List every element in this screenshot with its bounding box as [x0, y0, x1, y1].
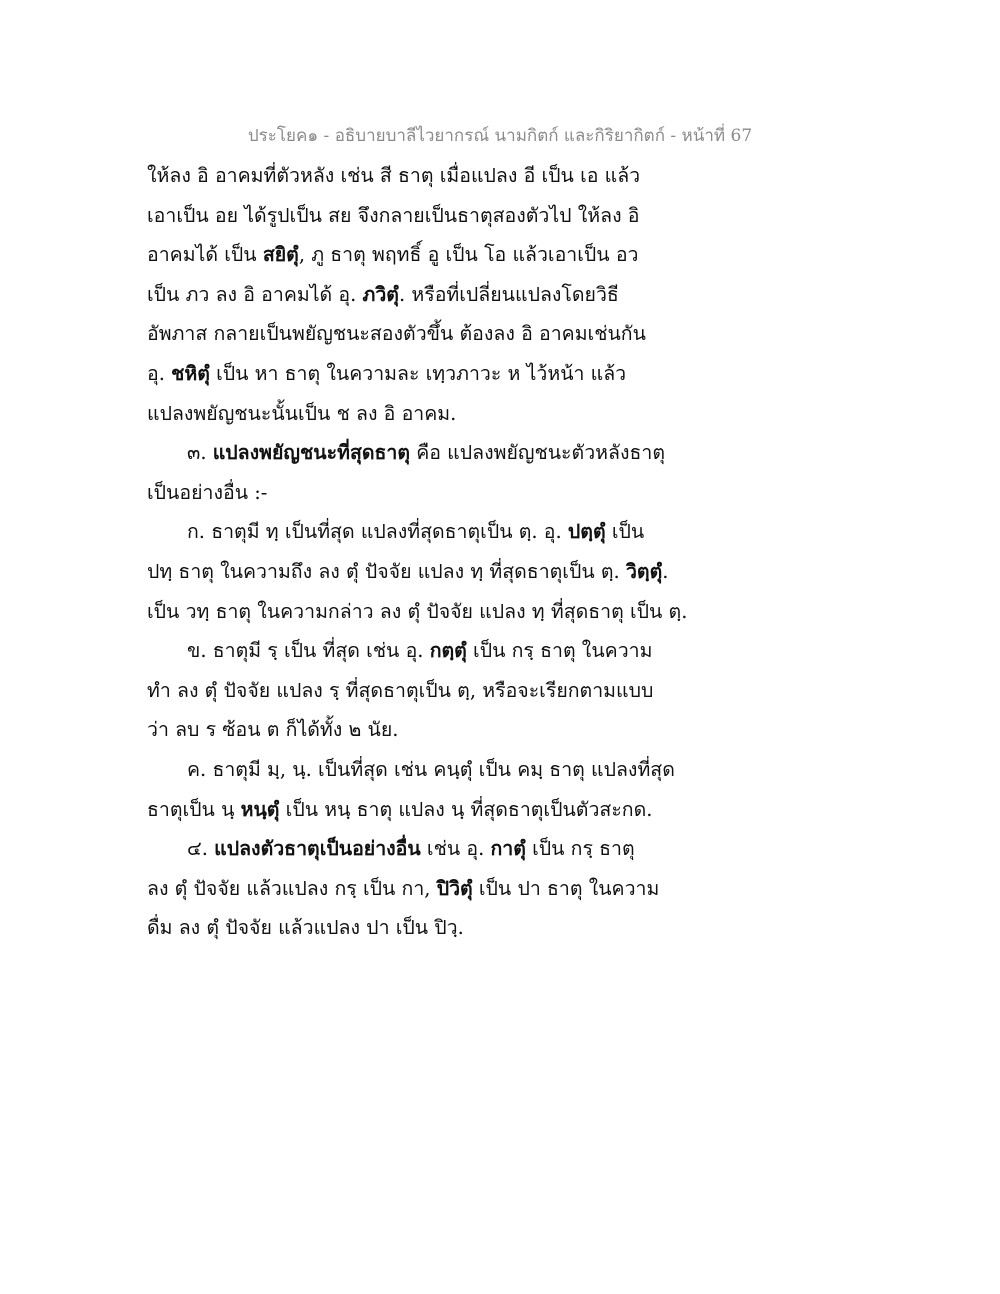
- text-segment: เป็น ภว ลง อิ อาคมได้ อุ.: [147, 282, 363, 306]
- bold-term: หนฺตุํ: [240, 797, 280, 821]
- text-line: [147, 235, 687, 275]
- text-segment: ก. ธาตุมี ทฺ เป็นที่สุด แปลงที่สุดธาตุเป็น ตฺ. อุ.: [187, 520, 568, 544]
- text-segment: เป็น หนฺ ธาตุ แปลง นฺ ที่สุดธาตุเป็นตัวสะกด.: [279, 797, 653, 821]
- text-segment: อุ.: [147, 361, 172, 385]
- bold-term: แปลงพยัญชนะที่สุดธาตุ: [212, 441, 411, 465]
- bold-term: กตฺตุํ: [429, 639, 467, 663]
- text-segment: ๓.: [187, 441, 213, 465]
- text-line: [147, 631, 687, 671]
- text-line: [147, 592, 687, 632]
- text-line: [147, 671, 687, 711]
- text-line: [147, 354, 687, 394]
- bold-term: แปลงตัวธาตุเป็นอย่างอื่น: [214, 837, 421, 861]
- text-segment: เป็น ปา ธาตุ ในความ: [472, 876, 660, 900]
- text-segment: เป็น หา ธาตุ ในความละ เทฺวภาวะ ห ไว้หน้า แล้ว: [209, 361, 627, 385]
- text-segment: คือ แปลงพยัญชนะตัวหลังธาตุ: [410, 441, 665, 465]
- text-segment: อัพภาส กลายเป็นพยัญชนะสองตัวขึ้น ต้องลง อิ อาคมเช่นกัน: [147, 322, 646, 346]
- text-line: [147, 473, 687, 513]
- text-line: [147, 829, 687, 869]
- text-line: [147, 790, 687, 830]
- bold-term: ภวิตุํ: [362, 282, 399, 306]
- text-line: [147, 512, 687, 552]
- bold-term: ปตฺตุํ: [567, 520, 606, 544]
- text-line: [147, 156, 687, 196]
- text-line: [147, 433, 687, 473]
- text-segment: ลง ตุํ ปัจจัย แล้วแปลง กรฺ เป็น กา,: [147, 876, 437, 900]
- bold-term: ชหิตุํ: [171, 361, 210, 385]
- text-segment: ๔.: [187, 837, 215, 861]
- text-segment: เป็น วทฺ ธาตุ ในความกล่าว ลง ตุํ ปัจจัย แปลง ทฺ ที่สุดธาตุ เป็น ตฺ.: [147, 599, 688, 623]
- bold-term: กาตุํ: [490, 837, 526, 861]
- text-line: [147, 552, 687, 592]
- text-segment: ทำ ลง ตุํ ปัจจัย แปลง รฺ ที่สุดธาตุเป็น ตฺ, หรือจะเรียกตามแบบ: [147, 678, 654, 702]
- text-line: [147, 869, 687, 909]
- bold-term: วิตฺตุํ: [625, 559, 663, 583]
- text-line: [147, 908, 687, 948]
- page-header: ประโยค๑ - อธิบายบาลีไวยากรณ์ นามกิตก์ และกิริยากิตก์ - หน้าที่ 67: [247, 126, 753, 146]
- text-line: [147, 314, 687, 354]
- text-segment: ดื่ม ลง ตุํ ปัจจัย แล้วแปลง ปา เป็น ปิวฺ.: [147, 916, 464, 940]
- text-segment: , ภู ธาตุ พฤทธิ์ อู เป็น โอ แล้วเอาเป็น อว: [298, 243, 639, 267]
- text-segment: ปทฺ ธาตุ ในความถึง ลง ตุํ ปัจจัย แปลง ทฺ ที่สุดธาตุเป็น ตฺ.: [147, 559, 626, 583]
- text-line: [147, 196, 687, 236]
- text-segment: ให้ลง อิ อาคมที่ตัวหลัง เช่น สี ธาตุ เมื่อแปลง อี เป็น เอ แล้ว: [147, 164, 641, 187]
- text-line: [147, 710, 687, 750]
- body-text: [147, 156, 687, 948]
- text-segment: ค. ธาตุมี มฺ, นฺ. เป็นที่สุด เช่น คนฺตุํ เป็น คมฺ ธาตุ แปลงที่สุด: [187, 757, 675, 781]
- text-segment: เป็น กรฺ ธาตุ: [525, 837, 635, 861]
- text-segment: เช่น อุ.: [420, 837, 491, 861]
- text-segment: แปลงพยัญชนะนั้นเป็น ช ลง อิ อาคม.: [147, 401, 457, 425]
- text-segment: ข. ธาตุมี รฺ เป็น ที่สุด เช่น อุ.: [187, 639, 430, 663]
- bold-term: สยิตุํ: [262, 243, 299, 267]
- text-segment: อาคมได้ เป็น: [147, 243, 263, 267]
- text-segment: เป็น กรฺ ธาตุ ในความ: [466, 639, 653, 663]
- text-segment: ว่า ลบ ร ซ้อน ต ก็ได้ทั้ง ๒ นัย.: [147, 718, 399, 742]
- text-segment: เป็นอย่างอื่น :-: [147, 480, 268, 504]
- text-segment: เอาเป็น อย ได้รูปเป็น สย จึงกลายเป็นธาตุสองตัวไป ให้ลง อิ: [147, 203, 640, 227]
- text-segment: ธาตุเป็น นฺ: [147, 797, 241, 821]
- text-line: [147, 750, 687, 790]
- text-segment: เป็น: [605, 520, 645, 544]
- text-line: [147, 275, 687, 315]
- bold-term: ปิวิตุํ: [436, 876, 473, 900]
- text-segment: . หรือที่เปลี่ยนแปลงโดยวิธี: [398, 282, 619, 306]
- text-line: [147, 394, 687, 434]
- text-segment: .: [662, 559, 669, 583]
